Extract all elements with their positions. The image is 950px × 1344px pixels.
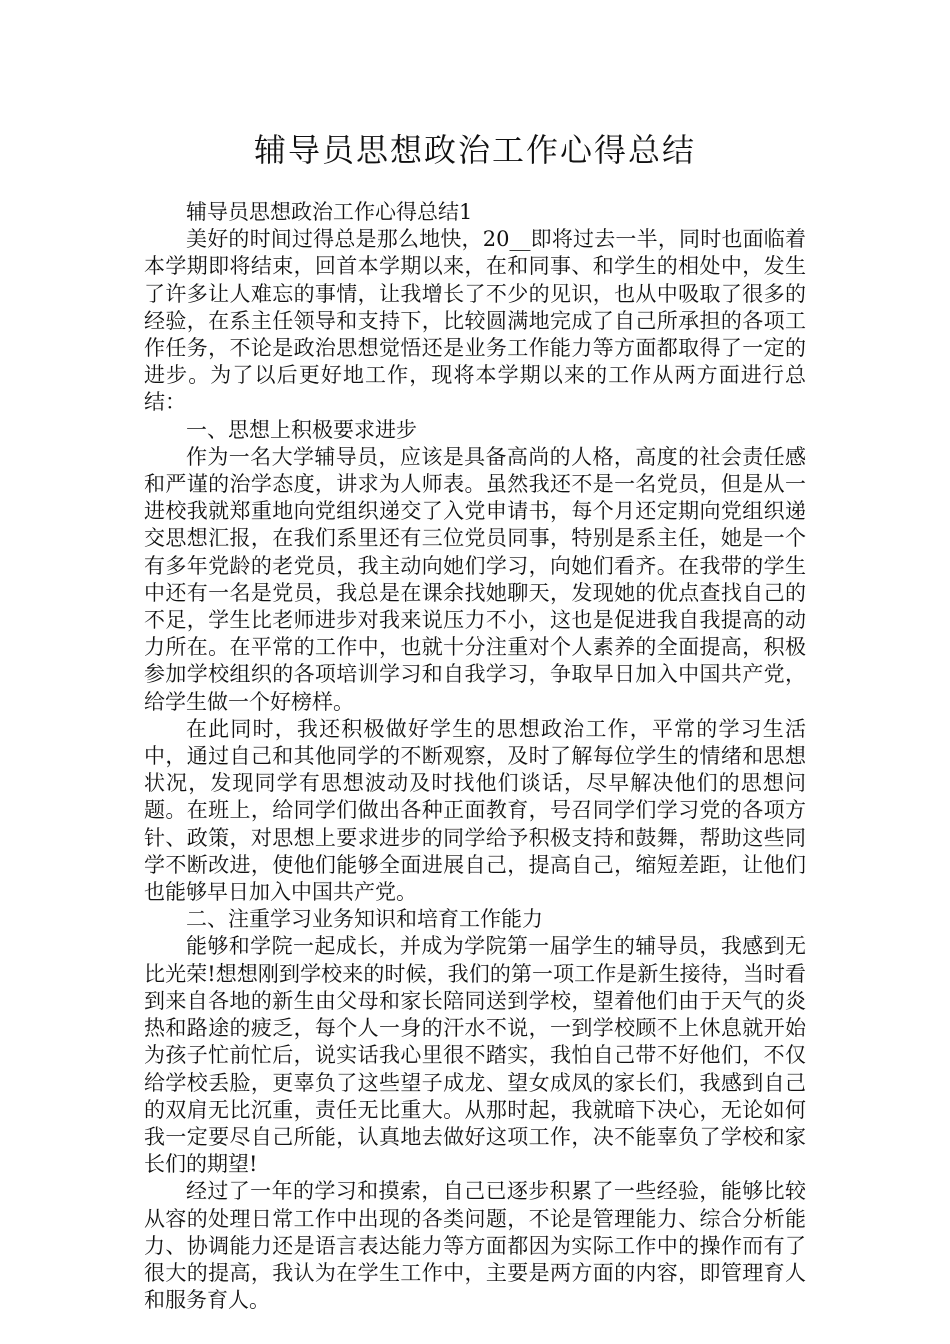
section-heading-2: 二、注重学习业务知识和培育工作能力 <box>186 907 543 932</box>
paragraph-intro: 美好的时间过得总是那么地快，20__即将过去一半，同时也面临着本学期即将结束，回首本学期以来，在和同事、和学生的相处中，发生了许多让人难忘的事情，让我增长了不少的见识，也从中吸取了很多的经验，在系主任领导和支持下，比较圆满地完成了自己所承担的各项工作任务，不论是政治思想觉悟还是业务工作能力等方面都取得了一定的进步。为了以后更好地工作，现将本学期以来的工作从两方面进行总结： <box>144 227 806 415</box>
paragraph-section1-b: 在此同时，我还积极做好学生的思想政治工作，平常的学习生活中，通过自己和其他同学的不断观察，及时了解每位学生的情绪和思想状况，发现同学有思想波动及时找他们谈话，尽早解决他们的思想问题。在班上，给同学们做出各种正面教育，号召同学们学习党的各项方针、政策，对思想上要求进步的同学给予积极支持和鼓舞，帮助这些同学不断改进，使他们能够全面进展自己，提高自己，缩短差距，让他们也能够早日加入中国共产党。 <box>144 716 806 905</box>
paragraph-subtitle: 辅导员思想政治工作心得总结1 <box>186 200 473 224</box>
document-title: 辅导员思想政治工作心得总结 <box>253 131 696 169</box>
section-heading-1: 一、思想上积极要求进步 <box>186 417 417 442</box>
paragraph-section2-a: 能够和学院一起成长，并成为学院第一届学生的辅导员，我感到无比光荣!想想刚到学校来的时候，我们的第一项工作是新生接待，当时看到来自各地的新生由父母和家长陪同送到学校，望着他们由于天气的炎热和路途的疲乏，每个人一身的汗水不说，一到学校顾不上休息就开始为孩子忙前忙后，说实话我心里很不踏实，我怕自己带不好他们，不仅给学校丢脸，更辜负了这些望子成龙、望女成凤的家长们，我感到自己的双肩无比沉重，责任无比重大。从那时起，我就暗下决心，无论如何我一定要尽自己所能，认真地去做好这项工作，决不能辜负了学校和家长们的期望! <box>144 934 806 1177</box>
document-body <box>144 199 806 1314</box>
paragraph-section2-b: 经过了一年的学习和摸索，自己已逐步积累了一些经验，能够比较从容的处理日常工作中出现的各类问题，不论是管理能力、综合分析能力、协调能力还是语言表达能力等方面都因为实际工作中的操作而有了很大的提高，我认为在学生工作中，主要是两方面的内容，即管理育人和服务育人。 <box>144 1179 806 1313</box>
paragraph-section1-a: 作为一名大学辅导员，应该是具备高尚的人格，高度的社会责任感和严谨的治学态度，讲求为人师表。虽然我还不是一名党员，但是从一进校我就郑重地向党组织递交了入党申请书，每个月还定期向党组织递交思想汇报，在我们系里还有三位党员同事，特别是系主任，她是一个有多年党龄的老党员，我主动向她们学习，向她们看齐。在我带的学生中还有一名是党员，我总是在课余找她聊天，发现她的优点查找自己的不足，学生比老师进步对我来说压力不小，这也是促进我自我提高的动力所在。在平常的工作中，也就十分注重对个人素养的全面提高，积极参加学校组织的各项培训学习和自我学习，争取早日加入中国共产党，给学生做一个好榜样。 <box>144 444 806 714</box>
